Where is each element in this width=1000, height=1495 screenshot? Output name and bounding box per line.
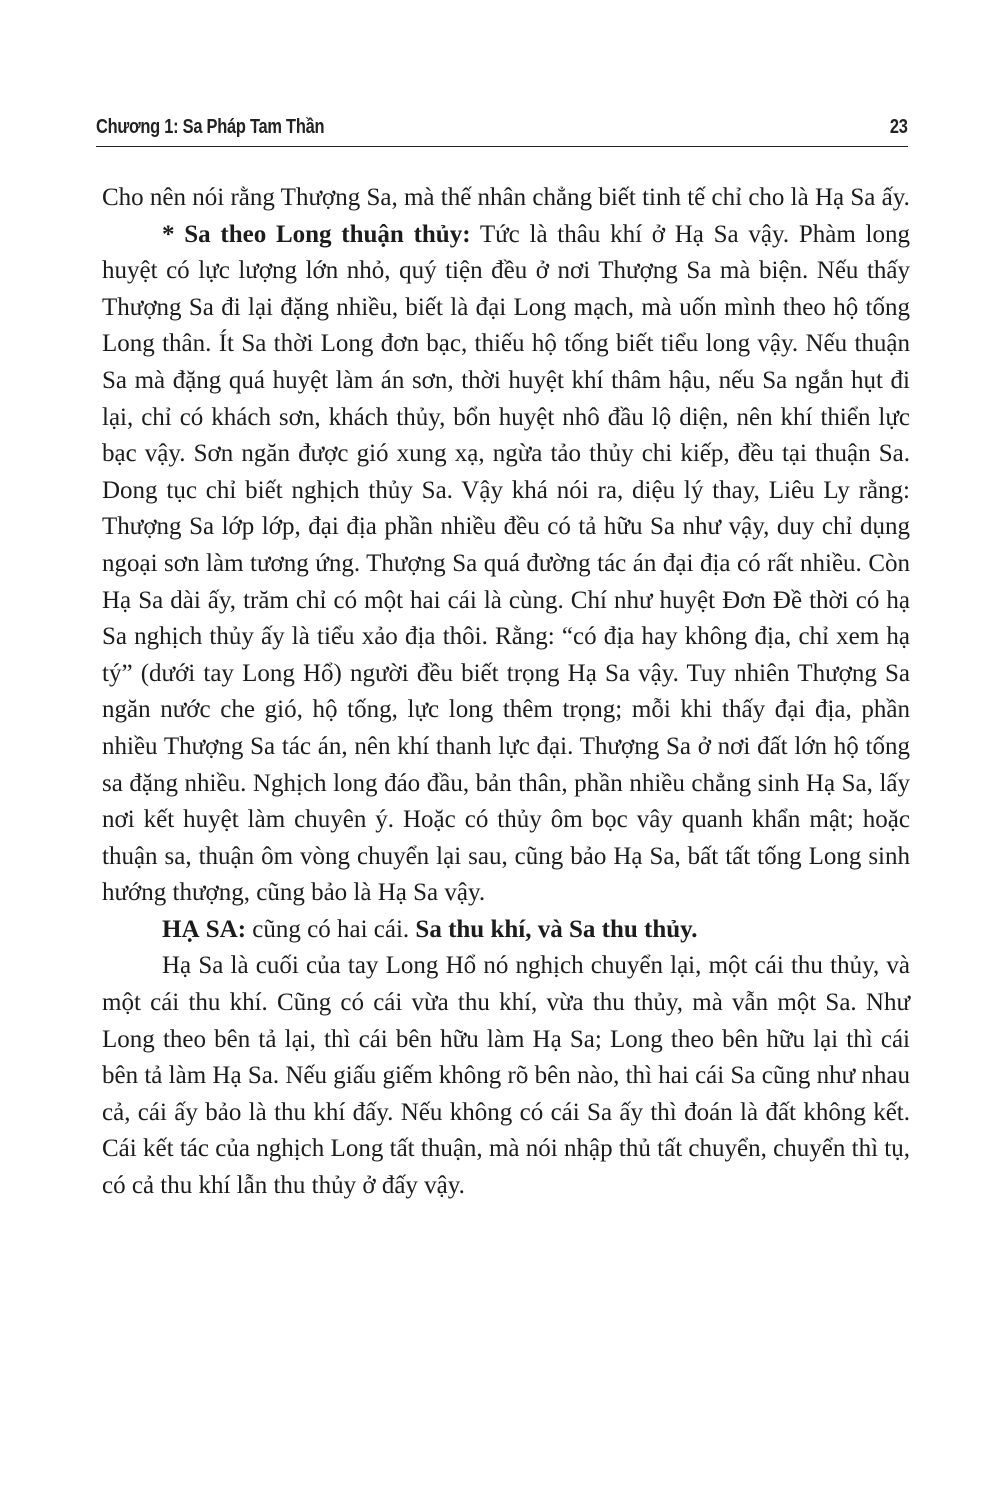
- body-text: [102, 180, 910, 1205]
- running-header: [96, 112, 908, 147]
- paragraph-text: cũng có hai cái.: [246, 915, 416, 943]
- paragraph-lead: HẠ SA:: [162, 915, 247, 943]
- paragraph-tail: Sa thu khí, và Sa thu thủy.: [415, 915, 698, 943]
- paragraph-text: Hạ Sa là cuối của tay Long Hổ nó nghịch chuyển lại, một cái thu thủy, và một cái thu khí. Cũng có cái vừa thu khí, vừa thu thủy, mà vẫn một Sa. Như Long theo bên tả lại, thì cái bên hữu làm Hạ Sa; Long theo bên hữu lại thì cái bên tả làm Hạ Sa. Nếu giấu giếm không rõ bên nào, thì hai cái Sa cũng như nhau cả, cái ấy bảo là thu khí đấy. Nếu không có cái Sa ấy thì đoán là đất không kết. Cái kết tác của nghịch Long tất thuận, mà nói nhập thủ tất chuyển, chuyển thì tụ, có cả thu khí lẫn thu thủy ở đấy vậy.: [102, 952, 910, 1200]
- paragraph-lead: * Sa theo Long thuận thủy:: [162, 220, 471, 248]
- page-number: 23: [890, 116, 908, 138]
- paragraph-text: Tức là thâu khí ở Hạ Sa vậy. Phàm long huyệt có lực lượng lớn nhỏ, quý tiện đều ở nơi Thượng Sa mà biện. Nếu thấy Thượng Sa đi lại đặng nhiều, biết là đại Long mạch, mà uốn mình theo hộ tống Long thân. Ít Sa thời Long đơn bạc, thiếu hộ tống biết tiểu long vậy. Nếu thuận Sa mà đặng quá huyệt làm án sơn, thời huyệt khí thâm hậu, nếu Sa ngắn hụt đi lại, chỉ có khách sơn, khách thủy, bổn huyệt nhô đầu lộ diện, nên khí thiển lực bạc vậy. Sơn ngăn được gió xung xạ, ngừa tảo thủy chi kiếp, đều tại thuận Sa. Dong tục chỉ biết nghịch thủy Sa. Vậy khá nói ra, diệu lý thay, Liêu Ly rằng: Thượng Sa lớp lớp, đại địa phần nhiều đều có tả hữu Sa như vậy, duy chỉ dụng ngoại sơn làm tương ứng. Thượng Sa quá đường tác án đại địa có rất nhiều. Còn Hạ Sa dài ấy, trăm chỉ có một hai cái là cùng. Chí như huyệt Đơn Đề thời có hạ Sa nghịch thủy ấy là tiểu xảo địa thôi. Rằng: “có địa hay không địa, chỉ xem hạ tý” (dưới tay Long Hổ) người đều biết trọng Hạ Sa vậy. Tuy nhiên Thượng Sa ngăn nước che gió, hộ tống, lực long thêm trọng; mỗi khi thấy đại địa, phần nhiều Thượng Sa tác án, nên khí thanh lực đại. Thượng Sa ở nơi đất lớn hộ tống sa đặng nhiều. Nghịch long đáo đầu, bản thân, phần nhiều chẳng sinh Hạ Sa, lấy nơi kết huyệt làm chuyên ý. Hoặc có thủy ôm bọc vây quanh khẩn mật; hoặc thuận sa, thuận ôm vòng chuyển lại sau, cũng bảo Hạ Sa, bất tất tống Long sinh hướng thượng, cũng bảo là Hạ Sa vậy.: [102, 220, 910, 907]
- paragraph-4: [102, 948, 910, 1204]
- paragraph-text: Cho nên nói rằng Thượng Sa, mà thế nhân chẳng biết tinh tế chỉ cho là Hạ Sa ấy.: [102, 184, 910, 211]
- paragraph-1: [102, 180, 910, 217]
- paragraph-2: [102, 217, 910, 912]
- paragraph-3: [102, 912, 910, 949]
- chapter-title: Chương 1: Sa Pháp Tam Thần: [96, 116, 325, 138]
